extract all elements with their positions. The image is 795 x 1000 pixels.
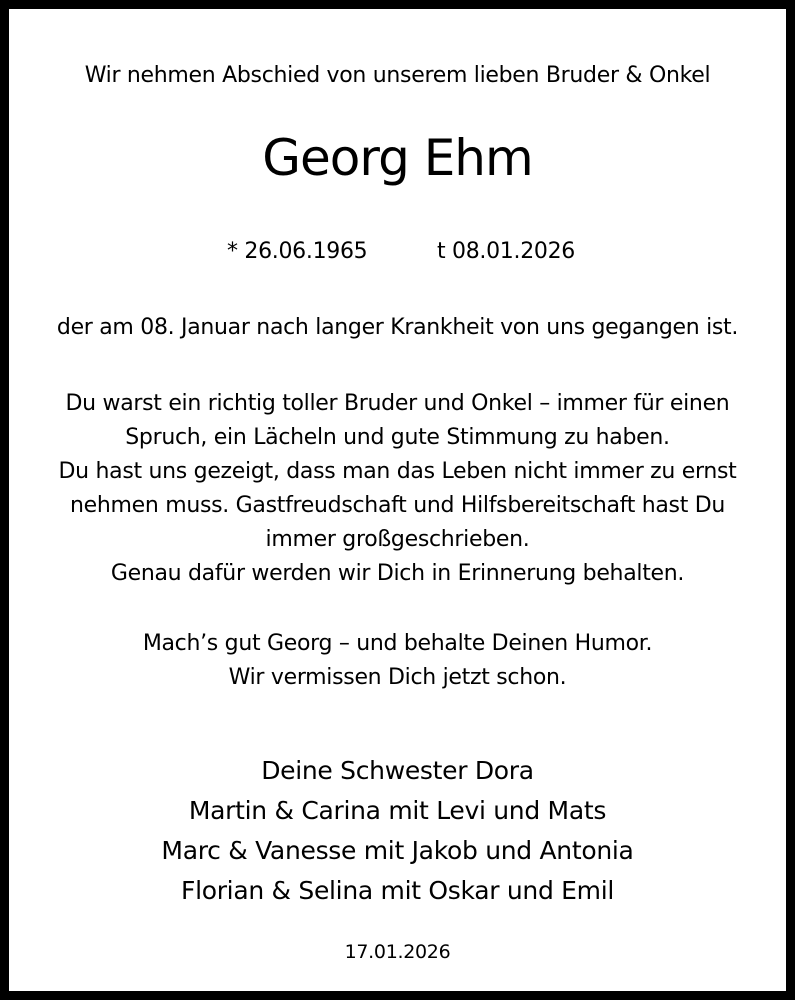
intro-line: Wir nehmen Abschied von unserem lieben Bruder & Onkel [84, 63, 711, 88]
death-date: t 08.01.2026 [437, 239, 575, 264]
farewell-paragraph [9, 627, 786, 695]
tribute-line: Spruch, ein Lächeln und gute Stimmung zu haben. [125, 425, 670, 450]
farewell-line: Wir vermissen Dich jetzt schon. [228, 665, 567, 690]
tribute-line: Du warst ein richtig toller Bruder und Onkel – immer für einen [65, 391, 730, 416]
birth-date: * 26.06.1965 [227, 239, 368, 264]
farewell-line: Mach’s gut Georg – und behalte Deinen Humor. [142, 631, 653, 656]
family-member-line: Marc & Vanesse mit Jakob und Antonia [161, 836, 634, 865]
family-member-line: Florian & Selina mit Oskar und Emil [180, 876, 615, 905]
deceased-name: Georg Ehm [262, 129, 533, 187]
publication-date: 17.01.2026 [344, 941, 451, 963]
family-member-line: Deine Schwester Dora [261, 756, 534, 785]
family-member-line: Martin & Carina mit Levi und Mats [188, 796, 607, 825]
tribute-line: Genau dafür werden wir Dich in Erinnerung behalten. [110, 561, 685, 586]
family-signatures [9, 751, 786, 911]
tribute-line: Du hast uns gezeigt, dass man das Leben nicht immer zu ernst [58, 459, 737, 484]
tribute-line: nehmen muss. Gastfreudschaft und Hilfsbereitschaft hast Du [69, 493, 726, 518]
tribute-line: immer großgeschrieben. [265, 527, 530, 552]
tribute-paragraph [9, 387, 786, 591]
passing-line: der am 08. Januar nach langer Krankheit von uns gegangen ist. [56, 315, 739, 340]
